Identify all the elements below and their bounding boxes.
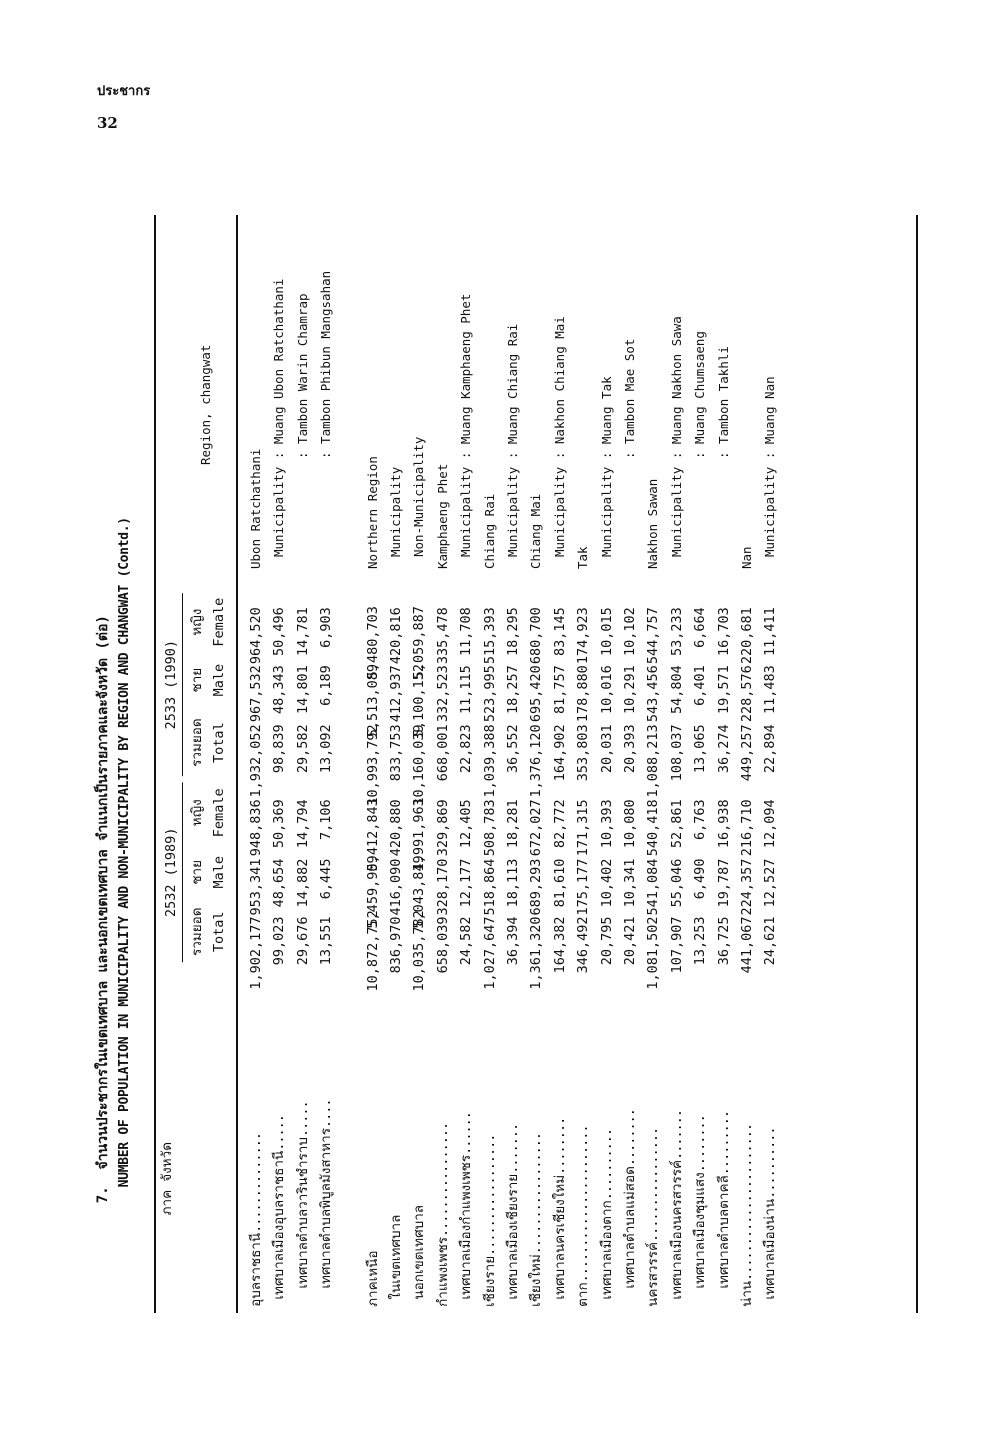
row-name-th: ในเขตเทศบาล [388,1214,404,1300]
row-prefix-en: : [715,443,731,459]
table-cell-value: 12,527 [762,858,779,908]
row-label-th [294,1069,312,1289]
table-cell-value: 1,902,177 [248,916,264,990]
table-cell-value: 81,610 [551,858,568,908]
table-cell-value: 6,763 [692,799,709,841]
table-cell-value: 4,991,963 [411,798,428,872]
row-prefix-en: Municipality : [668,444,684,557]
row-label-en [387,467,405,557]
row-name-en: Northern Region [364,456,380,569]
table-cell-value: 6,189 [318,665,335,706]
leader-dots: ......... [715,1111,732,1176]
table-cell-value: 5,480,703 [364,606,381,680]
table-cell-value: 518,864 [481,858,498,916]
table-cell-value: 175,177 [575,858,592,916]
table-cell-value: 5,459,909 [364,855,381,929]
row-prefix-en: : [692,443,708,459]
table-cell-value: 6,445 [318,858,335,900]
row-label-th [364,1057,382,1307]
row-name-th: เทศบาลนครเชียงใหม่ [551,1174,568,1300]
table-cell-value: 52,861 [668,799,685,849]
table-cell-value: 1,027,647 [481,916,498,990]
row-name-en: Muang Chumsaeng [692,331,708,444]
table-cell-value: 353,803 [575,724,592,782]
table-title-en: NUMBER OF POPULATION IN MUNICIPALITY AND NON-MUNICIPALITY BY REGION AND CHANGWAT (Contd.) [117,517,132,1188]
leader-dots: ..... [294,1101,311,1138]
table-cell-value: 12,177 [458,858,475,908]
row-label-th [738,1057,756,1307]
sub-female-th-2: หญิง [189,608,205,636]
leader-dots: ....... [668,1110,685,1160]
table-cell-value: 50,496 [271,607,288,657]
row-prefix-en: : [294,443,310,459]
row-name-en: Municipality [388,466,403,557]
bottom-rule [916,575,918,1313]
table-cell-value: 1,039,388 [481,724,498,798]
row-name-en: Chiang Mai [528,493,544,569]
table-cell-value: 36,394 [505,916,521,966]
leader-dots: ...................... [575,1125,592,1283]
table-cell-value: 10,402 [598,858,615,908]
table-cell-value: 20,795 [598,916,615,966]
table-cell-value: 7,106 [318,799,335,841]
table-cell-value: 22,894 [762,724,779,774]
row-prefix-en: Municipality : [762,444,778,557]
row-prefix-en: Municipality : [551,444,567,557]
col-label-en-display: Region, changwat [198,344,213,465]
leader-dots: ................. [528,1132,545,1255]
leader-dots: ................. [481,1134,498,1256]
sub-male-th: ชาย [189,859,205,885]
leader-dots: ................ [434,1122,451,1237]
table-cell-value: 12,094 [762,799,779,849]
row-label-en [551,316,569,557]
year-1-label: 2532 (1989) [163,827,179,917]
table-cell-value: 20,421 [622,916,638,966]
table-cell-value: 5,043,819 [411,855,428,929]
sub-male-th-2: ชาย [189,667,205,693]
table-cell-value: 6,664 [692,607,709,648]
table-cell-value: 14,801 [294,665,311,714]
table-cell-value: 24,621 [762,916,779,966]
table-cell-value: 11,708 [458,607,475,657]
table-cell-value: 98,839 [271,724,288,774]
row-label-en [364,456,382,569]
row-label-en [270,279,288,557]
rule-extension [154,215,156,575]
row-label-en [761,376,779,557]
row-name-en: Kamphaeng Phet [434,463,450,569]
table-cell-value: 11,483 [762,665,779,714]
table-cell-value: 1,932,052 [248,724,264,798]
sub-total-th-2: รวมยอด [189,718,205,767]
english-label-column [90,215,920,575]
table-cell-value: 13,551 [318,916,335,966]
table-cell-value: 54,804 [668,665,685,714]
row-name-en: Muang Tak [598,376,614,445]
rule-extension [916,215,918,575]
leader-dots: .... [318,1099,335,1129]
table-cell-value: 36,274 [715,724,732,774]
sub-total-en-2: Total [211,722,227,763]
row-label-th [761,1061,779,1299]
table-cell-value: 689,293 [528,858,545,916]
row-label-th [574,1057,592,1307]
row-label-th [527,1057,545,1307]
row-name-en: Tambon Mae Sot [622,338,637,444]
table-cell-value: 948,836 [248,799,264,857]
row-name-th: ตาก [575,1282,592,1307]
row-name-th: เทศบาลตำบลวารินชำราบ [294,1137,311,1289]
row-name-en: Tambon Warin Chamrap [294,293,310,444]
table-cell-value: 515,393 [481,607,498,665]
leader-dots: ........ [622,1109,638,1167]
table-cell-value: 420,816 [388,607,404,665]
row-label-th [644,1057,662,1307]
table-cell-value: 6,903 [318,607,335,648]
leader-dots: ........ [692,1115,709,1173]
row-prefix-en: : [622,443,637,459]
row-label-th [434,1057,452,1307]
row-prefix-en: : [318,443,334,459]
leader-dots: ................ [645,1127,662,1242]
row-label-th [247,1057,265,1307]
sub-female-th: หญิง [189,799,205,827]
table-cell-value: 11,411 [762,607,779,657]
row-label-th [317,1069,335,1289]
table-cell-value: 83,145 [551,607,568,657]
row-label-th [715,1069,733,1289]
sub-total-th: รวมยอด [189,907,205,957]
table-cell-value: 695,420 [528,665,545,723]
row-name-th: เชียงใหม่ [528,1254,545,1307]
row-name-th: เชียงราย [481,1255,498,1307]
row-prefix-en: Municipality : [271,444,287,557]
table-cell-value: 658,039 [434,916,451,974]
year-2-label: 2533 (1990) [163,639,179,730]
table-cell-value: 22,823 [458,724,475,774]
table-cell-value: 48,654 [271,858,288,908]
table-cell-value: 5,059,887 [411,606,428,680]
table-cell-value: 36,552 [505,724,521,774]
leader-dots: ........ [551,1117,568,1175]
row-label-en [574,546,592,569]
row-name-en: Tak [575,546,591,569]
row-label-en [247,449,265,569]
table-cell-value: 5,412,843 [364,798,381,872]
table-cell-value: 228,576 [739,665,755,723]
table-cell-value: 416,090 [388,858,404,916]
table-cell-value: 964,520 [248,607,264,665]
table-cell-value: 346,492 [575,916,592,974]
table-cell-value: 672,027 [528,799,545,857]
row-name-en: Nan [739,546,754,569]
table-cell-value: 1,361,320 [528,916,545,990]
row-label-en [317,271,335,459]
leader-dots: .......... [762,1127,779,1199]
table-cell-value: 216,710 [739,799,755,857]
table-cell-value: 224,357 [739,858,755,916]
table-cell-value: 19,787 [715,858,732,908]
row-name-en: Muang Kamphaeng Phet [458,293,474,445]
table-cell-value: 20,031 [598,724,615,774]
header-rule [236,575,238,1313]
page-category: ประชากร [97,84,151,99]
sub-female-en: Female [211,788,227,838]
row-name-th: น่าน [739,1280,755,1307]
table-cell-value: 449,257 [739,724,755,782]
table-cell-value: 1,081,502 [645,916,662,990]
table-cell-value: 967,532 [248,665,264,723]
row-label-th [457,1061,475,1299]
table-cell-value: 953,341 [248,858,264,916]
table-cell-value: 174,923 [575,607,592,665]
row-prefix-en: Municipality : [505,444,520,557]
table-cell-value: 29,582 [294,724,311,774]
row-name-en: Muang Nakhon Sawa [668,316,684,445]
row-name-en: Tambon Takhli [715,346,731,444]
table-cell-value: 540,418 [645,799,662,857]
table-cell-value: 523,995 [481,665,498,723]
sub-male-en-2: Male [211,663,227,697]
row-label-en [738,546,756,569]
row-name-th: อุบลราชธานี [248,1232,264,1307]
table-cell-value: 420,880 [388,799,404,857]
table-cell-value: 14,882 [294,858,311,908]
top-rule [154,575,156,1313]
row-label-th [621,1069,639,1289]
row-label-th [691,1069,709,1289]
table-cell-value: 680,700 [528,607,545,665]
table-cell-value: 544,757 [645,607,662,665]
table-cell-value: 16,703 [715,607,732,657]
table-cell-value: 6,490 [692,858,709,900]
table-cell-value: 18,113 [505,858,521,908]
table-cell-value: 836,970 [388,916,404,974]
row-name-th: ภาคเหนือ [364,1250,381,1307]
table-cell-value: 19,571 [715,665,732,714]
table-cell-value: 18,295 [505,607,521,657]
row-name-en: Muang Nan [762,376,778,445]
row-name-en: Non-Municipality [411,436,427,557]
table-cell-value: 12,405 [458,799,475,849]
row-label-en [621,339,639,459]
row-name-th: เทศบาลตำบลพิบูลมังสาหาร [318,1128,335,1289]
table-cell-value: 10,160,039 [411,724,428,806]
table-cell-value: 82,772 [551,799,568,849]
sub-total-en: Total [211,911,227,953]
table-cell-value: 10,035,782 [411,910,428,992]
table-cell-value: 6,401 [692,665,709,706]
table-cell-value: 53,233 [668,607,685,657]
table-cell-value: 13,092 [318,724,335,774]
row-name-th: นอกเขตเทศบาล [411,1204,428,1300]
row-label-en [715,346,733,459]
table-cell-value: 18,257 [505,665,521,714]
leader-dots: ....... [505,1123,521,1174]
leader-dots: ...... [458,1112,475,1155]
leader-dots: .......... [598,1128,615,1201]
row-name-en: Nakhon Sawan [645,478,661,569]
row-name-en: Muang Ubon Ratchathani [271,278,287,445]
table-cell-value: 508,783 [481,799,498,857]
table-cell-value: 328,170 [434,858,451,916]
row-label-th [410,1061,428,1299]
row-prefix-en: Municipality : [598,444,614,557]
table-cell-value: 20,393 [622,724,638,774]
row-label-en [434,464,452,569]
table-cell-value: 1,376,120 [528,724,545,798]
table-cell-value: 55,046 [668,858,685,908]
table-cell-value: 171,315 [575,799,592,857]
year2-rule [182,593,183,776]
row-label-th [668,1061,686,1299]
table-cell-value: 48,343 [271,665,288,714]
table-cell-value: 16,938 [715,799,732,849]
table-cell-value: 335,478 [434,607,451,665]
table-cell-value: 24,582 [458,916,475,966]
table-cell-value: 18,281 [505,799,521,849]
table-cell-value: 5,513,089 [364,664,381,738]
row-label-th [270,1061,288,1299]
table-cell-value: 441,067 [739,916,755,974]
table-cell-value: 833,753 [388,724,404,782]
row-label-en [598,376,616,557]
row-label-en [527,494,545,569]
row-name-en: Ubon Ratchathani [248,448,263,569]
col-label-th: ภาค จังหวัด [159,1141,175,1216]
table-title-th: 7. จำนวนประชากรในเขตเทศบาล และนอกเขตเทศบาล จำแนกเป็นรายภาคและจังหวัด (ต่อ) [95,615,111,1204]
table-cell-value: 50,369 [271,799,288,849]
table-cell-value: 1,088,213 [645,724,662,798]
row-label-th [387,1061,405,1299]
table-cell-value: 412,937 [388,665,404,723]
row-name-th: เทศบาลเมืองอุบลราชธานี [271,1150,288,1300]
sub-male-en: Male [211,856,227,889]
row-name-th: กำแพงเพชร [434,1236,451,1307]
leader-dots: ..... [271,1115,288,1151]
row-name-en: Chiang Rai [481,493,497,569]
row-label-en [668,316,686,557]
table-cell-value: 164,902 [551,724,568,782]
table-cell-value: 14,794 [294,799,311,849]
row-name-th: เทศบาลเมืองนครสวรรค์ [668,1159,685,1300]
row-label-en [504,324,522,557]
row-label-en [410,437,428,557]
row-label-en [457,294,475,557]
table-cell-value: 5,100,152 [411,664,428,738]
table-cell-value: 99,023 [271,916,288,966]
table-cell-value: 329,869 [434,799,451,857]
table-cell-value: 10,102 [622,607,638,657]
row-label-th [551,1061,569,1299]
row-name-th: เทศบาลตำบลแม่สอด [622,1166,638,1289]
page-number: 32 [97,114,118,132]
table-cell-value: 668,001 [434,724,451,782]
table-cell-value: 10,016 [598,665,615,714]
year1-rule [182,782,183,962]
row-name-th: เทศบาลเมืองน่าน [762,1198,779,1300]
table-cell-value: 10,872,752 [364,910,381,992]
row-name-en: Muang Chiang Rai [505,323,520,445]
sub-female-en-2: Female [211,597,227,647]
row-name-th: นครสวรรค์ [645,1241,662,1307]
row-name-en: Tambon Phibun Mangsahan [318,270,334,444]
table-cell-value: 178,880 [575,665,592,723]
table-cell-value: 10,291 [622,665,638,714]
table-cell-value: 11,115 [458,665,475,714]
table-cell-value: 541,084 [645,858,662,916]
table-cell-value: 13,065 [692,724,709,774]
row-label-en [644,479,662,569]
table-cell-value: 29,676 [294,916,311,966]
row-label-th [598,1061,616,1299]
table-cell-value: 13,253 [692,916,709,966]
row-label-en [481,494,499,569]
table-cell-value: 543,456 [645,665,662,723]
table-cell-value: 14,781 [294,607,311,657]
row-name-th: เทศบาลเมืองตาก [598,1200,615,1300]
row-prefix-en: Municipality : [458,444,474,557]
table-cell-value: 332,523 [434,665,451,723]
table-cell-value: 10,080 [622,799,638,849]
row-label-th [481,1057,499,1307]
row-label-en [691,331,709,459]
leader-dots: .............. [248,1133,264,1233]
row-label-en [294,293,312,459]
table-cell-value: 107,907 [668,916,685,974]
leader-dots: ...................... [739,1123,755,1281]
table-cell-value: 10,993,792 [364,724,381,806]
table-cell-value: 10,341 [622,858,638,908]
rule-extension [236,215,238,575]
row-name-th: เทศบาลเมืองกำแพงเพชร [458,1154,475,1300]
table-cell-value: 36,725 [715,916,732,966]
table-cell-value: 164,382 [551,916,568,974]
row-name-th: เทศบาลตำบลตาคลี [715,1175,732,1289]
table-cell-value: 10,015 [598,607,615,657]
table-cell-value: 220,681 [739,607,755,665]
row-label-th [504,1061,522,1299]
table-cell-value: 10,393 [598,799,615,849]
table-cell-value: 81,757 [551,665,568,714]
row-name-th: เทศบาลเมืองชุมแสง [692,1172,709,1289]
row-name-th: เทศบาลเมืองเชียงราย [505,1173,521,1300]
row-name-en: Nakhon Chiang Mai [551,316,567,445]
table-cell-value: 108,037 [668,724,685,782]
